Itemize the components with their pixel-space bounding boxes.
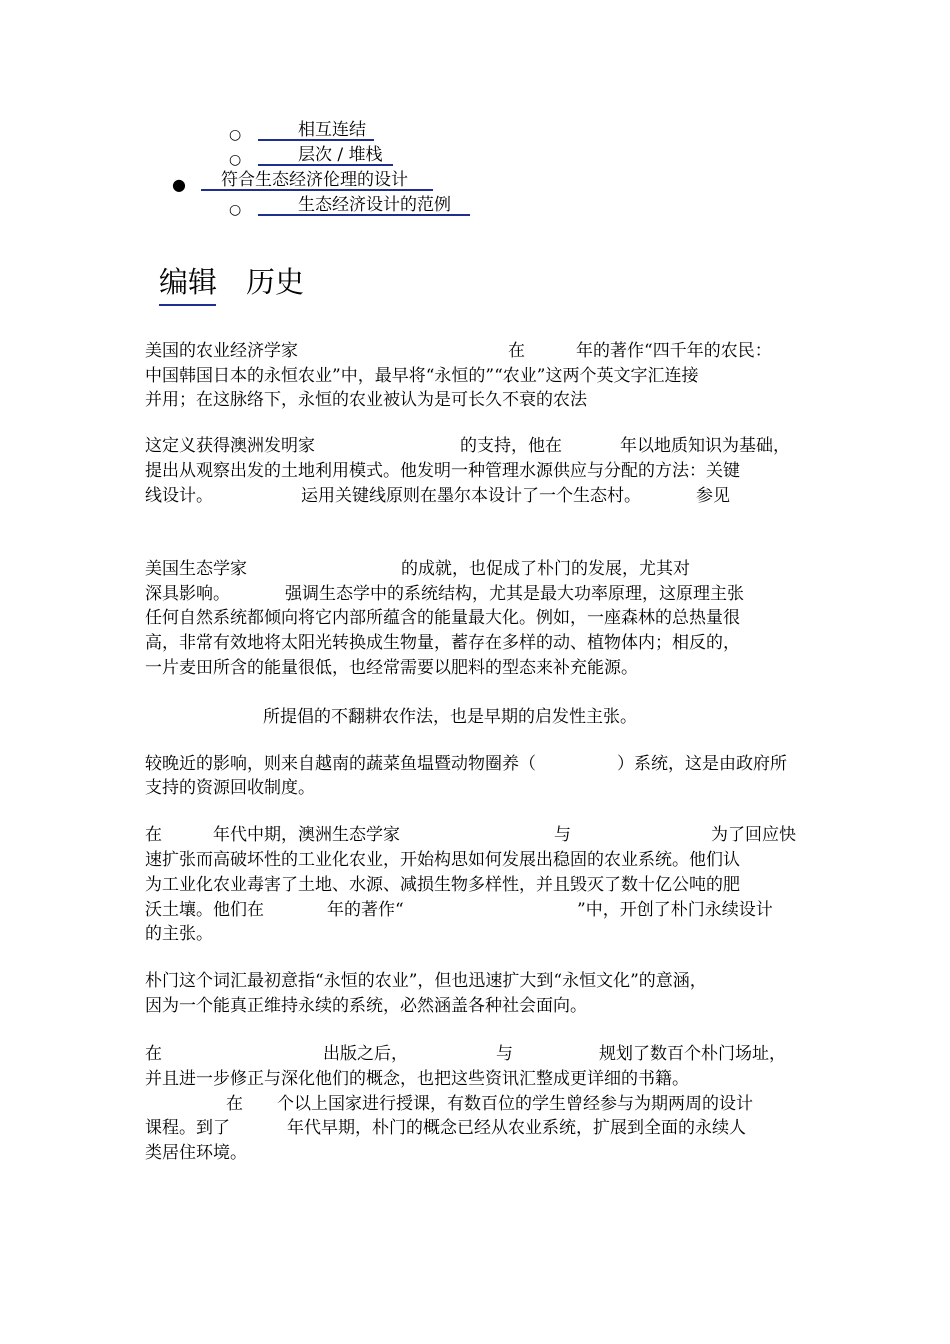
text-run: 个以上国家进行授课，有数百位的学生曾经参与为期两周的设计 xyxy=(277,1094,753,1114)
toc-link-interconnection[interactable] xyxy=(258,119,374,141)
text-run: 美国的农业经济学家 xyxy=(145,341,298,361)
text-run: 沃土壤。他们在 xyxy=(145,900,264,920)
text-run: 规划了数百个朴门场址， xyxy=(599,1044,786,1064)
toc-bullet-circle: ○ xyxy=(229,127,242,143)
toc-link-eco-design-examples[interactable] xyxy=(258,194,470,216)
edit-link-underline xyxy=(159,304,216,306)
text-run: 课程。到了 xyxy=(145,1118,230,1138)
toc-bullet-circle: ○ xyxy=(229,202,242,218)
text-run: 美国生态学家 xyxy=(145,559,247,579)
text-line: 任何自然系统都倾向将它内部所蕴含的能量最大化。例如，一座森林的总热量很 xyxy=(145,608,740,628)
text-line: 高，非常有效地将太阳光转换成生物量，蓄存在多样的动、植物体内；相反的， xyxy=(145,633,740,653)
text-line: 为工业化农业毒害了土地、水源、减损生物多样性，并且毁灭了数十亿公吨的肥 xyxy=(145,875,740,895)
toc-link-layers-stack[interactable] xyxy=(258,144,393,166)
text-line: 朴门这个词汇最初意指“永恒的农业”，但也迅速扩大到“永恒文化”的意涵， xyxy=(145,971,707,991)
section-heading: 历史 xyxy=(246,265,305,299)
edit-link[interactable]: 编辑 xyxy=(159,265,218,299)
text-run: 年代中期，澳洲生态学家 xyxy=(213,825,400,845)
text-line: 因为一个能真正维持永续的系统，必然涵盖各种社会面向。 xyxy=(145,996,587,1016)
text-run: 参见 xyxy=(696,486,730,506)
text-run: 的成就，也促成了朴门的发展，尤其对 xyxy=(401,559,690,579)
text-line: 中国韩国日本的永恒农业”中，最早将“永恒的”“农业”这两个英文字汇连接 xyxy=(145,366,699,386)
text-run: 年的著作“四千年的农民： xyxy=(576,341,772,361)
text-run: 强调生态学中的系统结构，尤其是最大功率原理，这原理主张 xyxy=(285,584,744,604)
text-line: 支持的资源回收制度。 xyxy=(145,778,315,798)
text-run: 的支持，他在 xyxy=(460,436,562,456)
text-run: 年代早期，朴门的概念已经从农业系统，扩展到全面的永续人 xyxy=(287,1118,746,1138)
text-run: 在 xyxy=(226,1094,243,1114)
toc-link-label: 生态经济设计的范例 xyxy=(298,195,451,215)
text-run: 出版之后， xyxy=(323,1044,408,1064)
text-run: 与 xyxy=(496,1044,513,1064)
text-run: ”中，开创了朴门永续设计 xyxy=(577,900,773,920)
text-run: 与 xyxy=(554,825,571,845)
text-line: 类居住环境。 xyxy=(145,1143,247,1163)
toc-link-eco-ethics-design[interactable] xyxy=(201,169,433,191)
text-run: 年以地质知识为基础， xyxy=(620,436,790,456)
toc-bullet-circle: ○ xyxy=(229,152,242,168)
text-line: 速扩张而高破坏性的工业化农业，开始构思如何发展出稳固的农业系统。他们认 xyxy=(145,850,740,870)
toc-link-label: 层次 / 堆栈 xyxy=(298,145,383,165)
text-run: 运用关键线原则在墨尔本设计了一个生态村。 xyxy=(301,486,641,506)
text-line: 一片麦田所含的能量很低，也经常需要以肥料的型态来补充能源。 xyxy=(145,658,638,678)
text-run: ）系统，这是由政府所 xyxy=(617,754,787,774)
text-line: 提出从观察出发的土地利用模式。他发明一种管理水源供应与分配的方法：关键 xyxy=(145,461,740,481)
text-run: 为了回应快 xyxy=(711,825,796,845)
toc-link-label: 符合生态经济伦理的设计 xyxy=(221,170,408,190)
text-run: 较晚近的影响，则来自越南的蔬菜鱼塭暨动物圈养（ xyxy=(145,754,536,774)
toc-bullet-disc: ● xyxy=(172,175,186,194)
text-run: 深具影响。 xyxy=(145,584,230,604)
text-line: 并且进一步修正与深化他们的概念，也把这些资讯汇整成更详细的书籍。 xyxy=(145,1069,689,1089)
toc-link-label: 相互连结 xyxy=(298,120,366,140)
text-line: 并用；在这脉络下，永恒的农业被认为是可长久不衰的农法 xyxy=(145,390,587,410)
text-run: 年的著作“ xyxy=(327,900,404,920)
text-run: 这定义获得澳洲发明家 xyxy=(145,436,315,456)
text-run: 在 xyxy=(508,341,525,361)
text-run: 线设计。 xyxy=(145,486,213,506)
text-run: 在 xyxy=(145,1044,162,1064)
text-run: 在 xyxy=(145,825,162,845)
text-line: 的主张。 xyxy=(145,924,213,944)
text-line: 所提倡的不翻耕农作法，也是早期的启发性主张。 xyxy=(263,707,637,727)
